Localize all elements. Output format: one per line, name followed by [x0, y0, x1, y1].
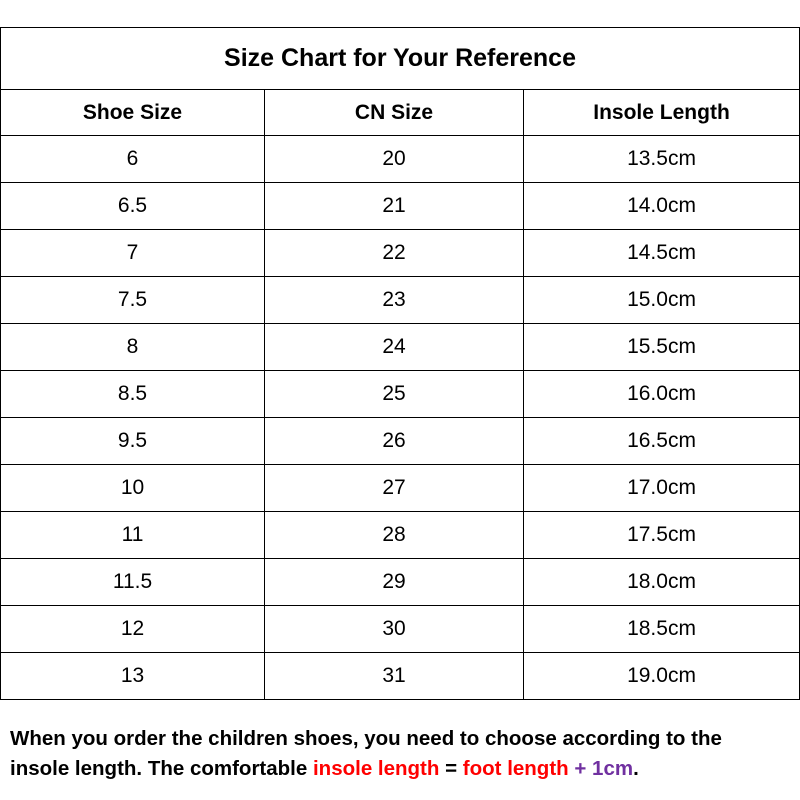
table-row	[1, 324, 800, 371]
insole-length-cell: 18.0cm	[524, 559, 800, 606]
cn-size-cell: 27	[265, 465, 524, 512]
table-row	[1, 559, 800, 606]
table-row	[1, 606, 800, 653]
cn-size-cell: 30	[265, 606, 524, 653]
cn-size-cell: 26	[265, 418, 524, 465]
table-row	[1, 465, 800, 512]
column-header-insole-length: Insole Length	[524, 90, 800, 136]
equals-sign: =	[439, 757, 463, 780]
table-row	[1, 512, 800, 559]
cn-size-cell: 22	[265, 230, 524, 277]
shoe-size-cell: 7	[1, 230, 265, 277]
shoe-size-cell: 10	[1, 465, 265, 512]
table-title: Size Chart for Your Reference	[1, 28, 800, 90]
title-row	[1, 28, 800, 90]
table-row	[1, 136, 800, 183]
insole-length-cell: 14.5cm	[524, 230, 800, 277]
column-header-cn-size: CN Size	[265, 90, 524, 136]
insole-length-cell: 15.0cm	[524, 277, 800, 324]
note-period: .	[633, 757, 639, 780]
insole-length-cell: 17.0cm	[524, 465, 800, 512]
cn-size-cell: 31	[265, 653, 524, 700]
shoe-size-cell: 8	[1, 324, 265, 371]
shoe-size-cell: 7.5	[1, 277, 265, 324]
sizing-note-line-2	[10, 754, 800, 784]
cn-size-cell: 25	[265, 371, 524, 418]
column-header-shoe-size: Shoe Size	[1, 90, 265, 136]
sizing-note	[10, 724, 800, 784]
table-row	[1, 653, 800, 700]
cn-size-cell: 20	[265, 136, 524, 183]
table-row	[1, 277, 800, 324]
shoe-size-cell: 8.5	[1, 371, 265, 418]
shoe-size-cell: 11	[1, 512, 265, 559]
shoe-size-cell: 9.5	[1, 418, 265, 465]
insole-length-cell: 16.5cm	[524, 418, 800, 465]
sizing-note-line-1: When you order the children shoes, you need to choose according to the	[10, 727, 722, 750]
insole-length-cell: 18.5cm	[524, 606, 800, 653]
size-chart-table	[0, 27, 800, 700]
foot-length-term: foot length	[462, 757, 569, 780]
table-row	[1, 418, 800, 465]
cn-size-cell: 29	[265, 559, 524, 606]
table-row	[1, 230, 800, 277]
cn-size-cell: 24	[265, 324, 524, 371]
cn-size-cell: 28	[265, 512, 524, 559]
shoe-size-cell: 6.5	[1, 183, 265, 230]
insole-length-cell: 16.0cm	[524, 371, 800, 418]
insole-length-cell: 17.5cm	[524, 512, 800, 559]
insole-length-cell: 15.5cm	[524, 324, 800, 371]
shoe-size-cell: 13	[1, 653, 265, 700]
shoe-size-cell: 6	[1, 136, 265, 183]
cn-size-cell: 21	[265, 183, 524, 230]
insole-length-cell: 14.0cm	[524, 183, 800, 230]
header-row	[1, 90, 800, 136]
insole-length-term: insole length	[312, 757, 440, 780]
table-row	[1, 183, 800, 230]
table-row	[1, 371, 800, 418]
shoe-size-cell: 11.5	[1, 559, 265, 606]
plus-one-cm: + 1cm	[568, 757, 634, 780]
insole-length-cell: 13.5cm	[524, 136, 800, 183]
insole-length-cell: 19.0cm	[524, 653, 800, 700]
shoe-size-cell: 12	[1, 606, 265, 653]
sizing-note-prefix: insole length. The comfortable	[10, 757, 313, 780]
cn-size-cell: 23	[265, 277, 524, 324]
